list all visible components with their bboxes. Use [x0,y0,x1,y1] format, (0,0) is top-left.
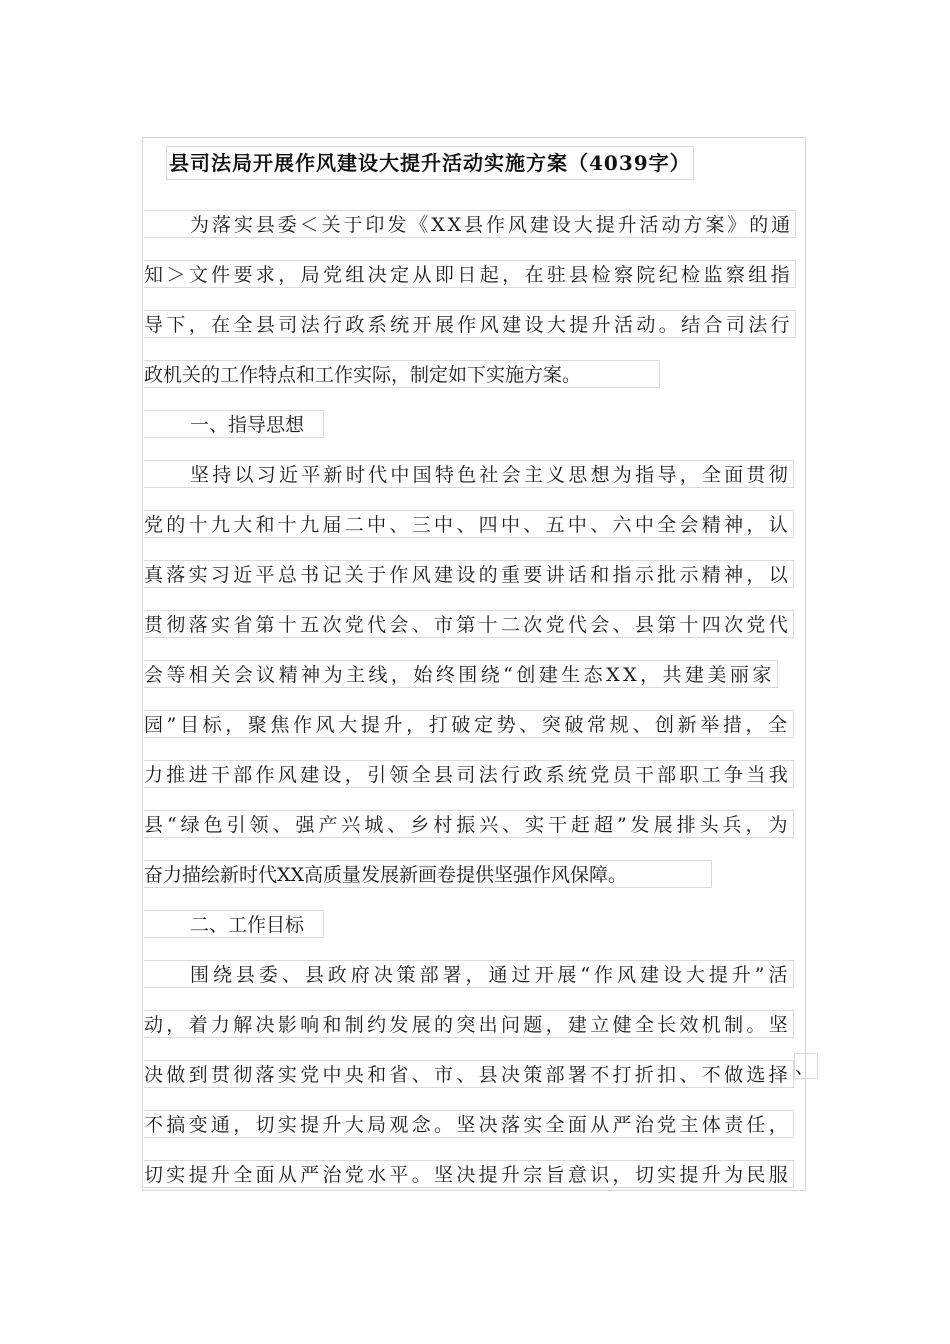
paragraph-line: 党的十九大和十九届二中、三中、四中、五中、六中全会精神，认 [144,510,794,538]
paragraph-line: 园”目标，聚焦作风大提升，打破定势、突破常规、创新举措，全 [144,710,794,738]
paragraph-line: 县“绿色引领、强产兴城、乡村振兴、实干赶超”发展排头兵，为 [144,810,794,838]
paragraph-line: 奋力描绘新时代XX高质量发展新画卷提供坚强作风保障。 [144,860,712,888]
section-heading: 二、工作目标 [144,910,324,938]
paragraph-line: 动，着力解决影响和制约发展的突出问题，建立健全长效机制。坚 [144,1010,794,1038]
paragraph-line: 不搞变通，切实提升大局观念。坚决落实全面从严治党主体责任， [144,1110,794,1138]
document-title: 县司法局开展作风建设大提升活动实施方案（4039字） [166,146,694,180]
paragraph-line: 真落实习近平总书记关于作风建设的重要讲话和指示批示精神，以 [144,560,794,588]
paragraph-line: 坚持以习近平新时代中国特色社会主义思想为指导，全面贯彻 [144,460,794,488]
paragraph-line: 围绕县委、县政府决策部署，通过开展“作风建设大提升”活 [144,960,794,988]
paragraph-line: 决做到贯彻落实党中央和省、市、县决策部署不打折扣、不做选择 [144,1060,794,1088]
overflow-punctuation: 、 [794,1053,818,1079]
paragraph-line: 会等相关会议精神为主线，始终围绕“创建生态XX，共建美丽家 [144,660,778,688]
paragraph-line: 力推进干部作风建设，引领全县司法行政系统党员干部职工争当我 [144,760,794,788]
paragraph-line: 导下，在全县司法行政系统开展作风建设大提升活动。结合司法行 [144,310,796,338]
paragraph-line: 贯彻落实省第十五次党代会、市第十二次党代会、县第十四次党代 [144,610,794,638]
paragraph-line: 为落实县委＜关于印发《XX县作风建设大提升活动方案》的通 [144,210,796,238]
paragraph-line: 知＞文件要求，局党组决定从即日起，在驻县检察院纪检监察组指 [144,260,796,288]
section-heading: 一、指导思想 [144,410,324,438]
paragraph-line: 切实提升全面从严治党水平。坚决提升宗旨意识，切实提升为民服 [144,1160,794,1188]
paragraph-line: 政机关的工作特点和工作实际，制定如下实施方案。 [144,360,660,388]
